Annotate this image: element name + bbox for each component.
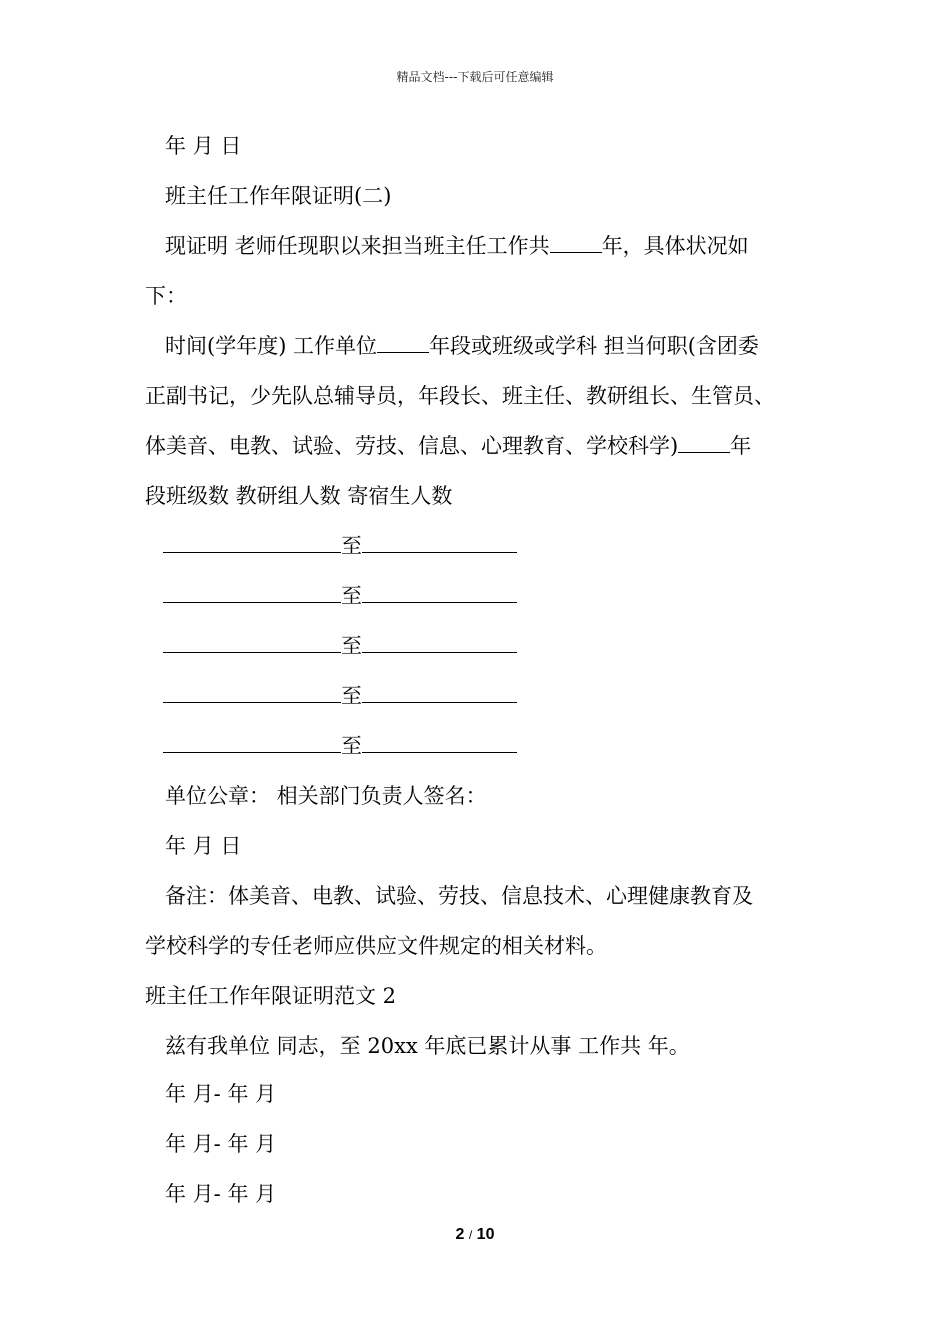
date-line: 年 月 日 [165, 834, 242, 858]
date-line: 年 月 日 [165, 134, 242, 158]
text-segment: 年，具体状况如 [601, 234, 749, 258]
blank-line [362, 682, 517, 703]
blank-line [678, 432, 730, 453]
text-segment: 年段或班级或学科 担当何职(含团委 [429, 334, 759, 358]
signature-line: 单位公章： 相关部门负责人签名： [165, 784, 487, 808]
section-title: 班主任工作年限证明(二) [165, 184, 392, 208]
text-segment: 时间(学年度) 工作单位 [165, 334, 378, 358]
paragraph-line: 段班级数 教研组人数 寄宿生人数 [145, 484, 453, 508]
total-pages: 10 [476, 1226, 495, 1243]
page-header: 精品文档---下载后可任意编辑 [396, 70, 554, 84]
text-segment: 现证明 老师任现职以来担当班主任工作共 [165, 234, 550, 258]
to-label: 至 [341, 734, 362, 758]
paragraph-line: 正副书记，少先队总辅导员，年段长、班主任、教研组长、生管员、 [145, 384, 775, 408]
to-label: 至 [341, 634, 362, 658]
blank-line [362, 632, 517, 653]
blank-line [362, 582, 517, 603]
page-separator: / [468, 1228, 473, 1242]
page-number [0, 1226, 950, 1244]
note-line: 学校科学的专任老师应供应文件规定的相关材料。 [145, 934, 607, 958]
period-row [163, 532, 517, 560]
paragraph-line: 兹有我单位 同志，至 20xx 年底已累计从事 工作共 年。 [165, 1034, 690, 1058]
blank-line [362, 732, 517, 753]
blank-line [163, 682, 341, 703]
to-label: 至 [341, 684, 362, 708]
blank-line [377, 332, 429, 353]
blank-line [163, 582, 341, 603]
date-range-line: 年 月- 年 月 [165, 1132, 277, 1156]
blank-line [163, 632, 341, 653]
blank-line [163, 732, 341, 753]
to-label: 至 [341, 584, 362, 608]
note-line: 备注：体美音、电教、试验、劳技、信息技术、心理健康教育及 [165, 884, 753, 908]
date-range-line: 年 月- 年 月 [165, 1182, 277, 1206]
paragraph-line [165, 332, 759, 360]
blank-line [362, 532, 517, 553]
period-row [163, 682, 517, 710]
date-range-line: 年 月- 年 月 [165, 1082, 277, 1106]
to-label: 至 [341, 534, 362, 558]
blank-line [163, 532, 341, 553]
paragraph-line [145, 432, 751, 460]
blank-line [550, 232, 602, 253]
section-title: 班主任工作年限证明范文 2 [145, 984, 397, 1008]
period-row [163, 582, 517, 610]
period-row [163, 632, 517, 660]
text-segment: 年 [730, 434, 752, 458]
text-segment: 体美音、电教、试验、劳技、信息、心理教育、学校科学) [145, 434, 679, 458]
paragraph-line [165, 232, 749, 260]
period-row [163, 732, 517, 760]
current-page: 2 [455, 1226, 465, 1243]
paragraph-line: 下： [145, 284, 187, 308]
